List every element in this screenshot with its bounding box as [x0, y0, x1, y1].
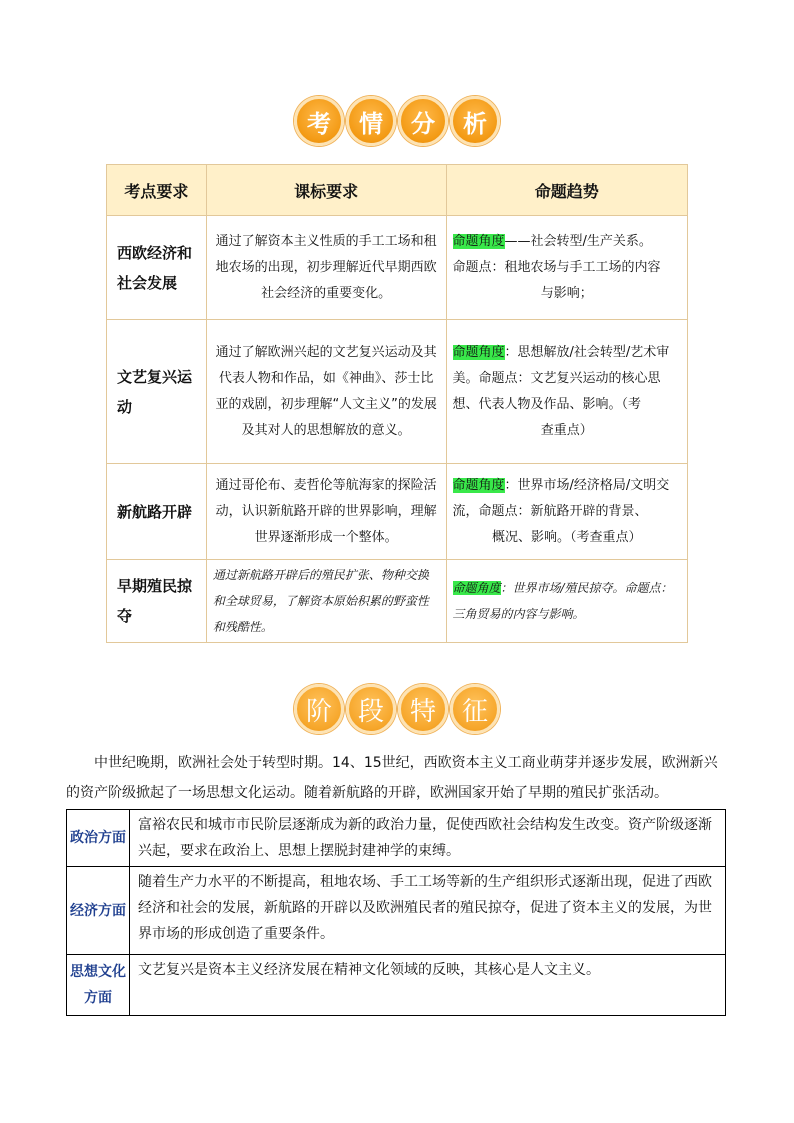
table-row [107, 216, 688, 320]
topic-cell: 早期殖民掠夺 [107, 560, 207, 643]
title-char: 段 [346, 684, 396, 734]
description-cell: 文艺复兴是资本主义经济发展在精神文化领域的反映，其核心是人文主义。 [130, 955, 726, 1016]
title-char: 考 [294, 96, 344, 146]
table-row [67, 867, 726, 955]
requirement-cell: 通过了解资本主义性质的手工工场和租地农场的出现，初步理解近代早期西欧社会经济的重要变化。 [206, 216, 446, 320]
trend-text-end: 概况、影响。（考查重点） [491, 529, 642, 545]
title-char: 情 [346, 96, 396, 146]
intro-paragraph: 中世纪晚期，欧洲社会处于转型时期。14、15世纪，西欧资本主义工商业萌芽并逐步发展，欧洲新兴的资产阶级掀起了一场思想文化运动。随着新航路的开辟，欧洲国家开始了早期的殖民扩张活动。 [66, 755, 718, 801]
trend-text-end: 与影响； [540, 285, 593, 301]
trend-cell [446, 464, 688, 560]
topic-cell: 文艺复兴运动 [107, 320, 207, 464]
topic-cell: 西欧经济和社会发展 [107, 216, 207, 320]
trend-label: 命题角度 [452, 233, 505, 249]
trend-text-end: 查重点） [540, 422, 593, 438]
trend-cell [446, 216, 688, 320]
features-table [66, 809, 726, 1016]
section-title-features [0, 684, 794, 734]
trend-cell [446, 320, 688, 464]
requirement-cell: 通过了解欧洲兴起的文艺复兴运动及其代表人物和作品，如《神曲》、莎士比亚的戏剧，初步理解“人文主义”的发展及其对人的思想解放的意义。 [206, 320, 446, 464]
table-row [67, 810, 726, 867]
trend-cell [446, 560, 688, 643]
table-row [107, 320, 688, 464]
trend-text-more: 命题点：租地农场与手工工场的内容 [452, 259, 661, 275]
table-row [107, 560, 688, 643]
trend-text: ：思想解放/社会转型/艺术审美。命题点：文艺复兴运动的核心思想、代表人物及作品、影响。（考 [452, 344, 670, 412]
trend-label: 命题角度 [452, 344, 505, 360]
header-requirement: 课标要求 [206, 165, 446, 216]
trend-text: ：世界市场/殖民掠夺。命题点：三角贸易的内容与影响。 [452, 581, 673, 621]
title-char: 阶 [294, 684, 344, 734]
title-char: 征 [450, 684, 500, 734]
description-cell: 富裕农民和城市市民阶层逐渐成为新的政治力量，促使西欧社会结构发生改变。资产阶级逐渐兴起，要求在政治上、思想上摆脱封建神学的束缚。 [130, 810, 726, 867]
title-char: 析 [450, 96, 500, 146]
aspect-cell: 政治方面 [67, 810, 130, 867]
trend-text: ——社会转型/生产关系。 [504, 233, 652, 249]
header-topic: 考点要求 [107, 165, 207, 216]
requirement-cell: 通过哥伦布、麦哲伦等航海家的探险活动，认识新航路开辟的世界影响，理解世界逐渐形成一个整体。 [206, 464, 446, 560]
header-trend: 命题趋势 [446, 165, 688, 216]
trend-label: 命题角度 [452, 581, 501, 595]
requirement-cell: 通过新航路开辟后的殖民扩张、物种交换和全球贸易，了解资本原始积累的野蛮性和残酷性。 [206, 560, 446, 643]
topic-cell: 新航路开辟 [107, 464, 207, 560]
analysis-table [106, 164, 688, 643]
table-row [67, 955, 726, 1016]
aspect-cell: 经济方面 [67, 867, 130, 955]
title-char: 分 [398, 96, 448, 146]
table-row [107, 464, 688, 560]
trend-label: 命题角度 [452, 477, 505, 493]
section-title-analysis [0, 96, 794, 146]
description-cell: 随着生产力水平的不断提高，租地农场、手工工场等新的生产组织形式逐渐出现，促进了西欧经济和社会的发展，新航路的开辟以及欧洲殖民者的殖民掠夺，促进了资本主义的发展，为世界市场的形成创造了重要条件。 [130, 867, 726, 955]
table-header-row [107, 165, 688, 216]
trend-text: ：世界市场/经济格局/文明交流，命题点：新航路开辟的背景、 [452, 477, 670, 519]
title-char: 特 [398, 684, 448, 734]
aspect-cell: 思想文化方面 [67, 955, 130, 1016]
